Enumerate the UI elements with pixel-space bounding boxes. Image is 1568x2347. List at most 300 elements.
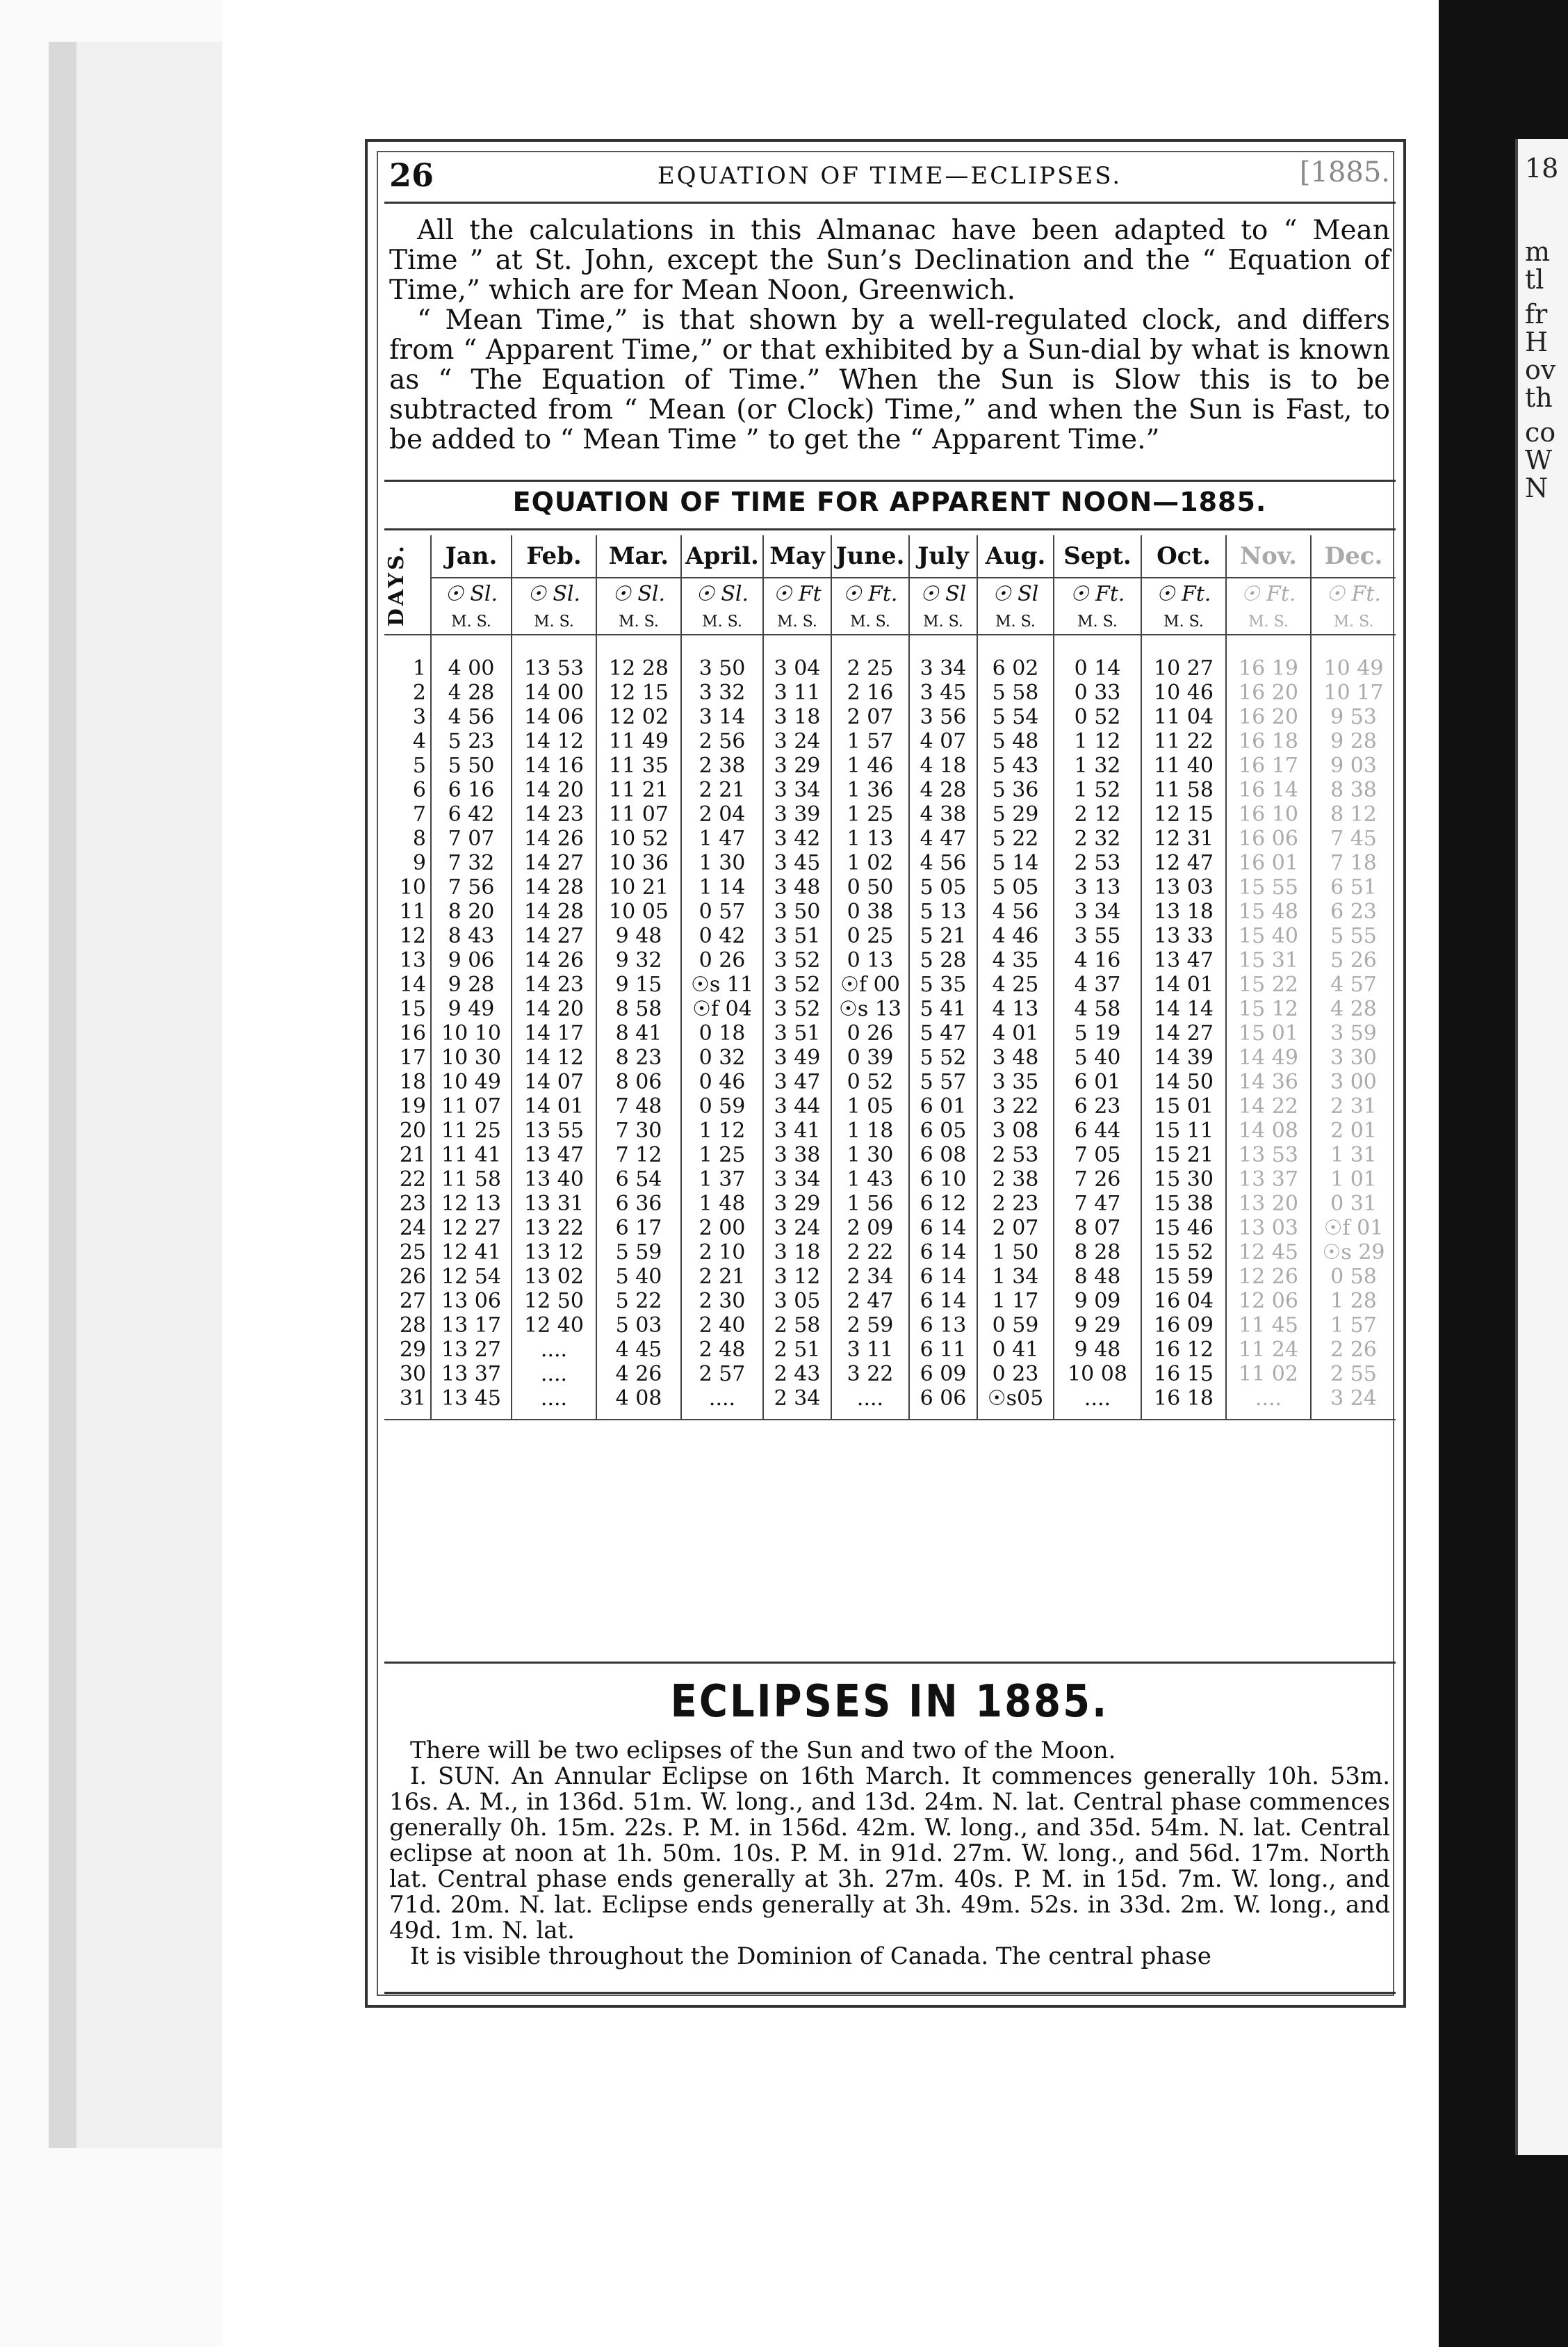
equation-value: 0 39 — [831, 1046, 909, 1070]
equation-value: 13 53 — [1226, 1143, 1311, 1167]
table-row — [384, 1338, 1396, 1362]
facing-page-text: co — [1525, 417, 1556, 448]
day-number: 4 — [412, 729, 426, 754]
facing-page-text: W — [1525, 445, 1553, 476]
header-rule — [384, 202, 1396, 204]
equation-value: 5 40 — [1054, 1046, 1141, 1070]
equation-value: 14 22 — [1226, 1094, 1311, 1119]
month-header: Aug. — [977, 535, 1054, 578]
equation-value: 5 03 — [596, 1313, 681, 1338]
table-row — [384, 1362, 1396, 1386]
table-row — [384, 1216, 1396, 1240]
day-number: 22 — [399, 1167, 426, 1192]
equation-value: 12 15 — [596, 681, 681, 705]
equation-value: 13 55 — [512, 1119, 596, 1143]
equation-value: 9 06 — [431, 948, 512, 973]
table-row — [384, 802, 1396, 827]
equation-value: .... — [1054, 1386, 1141, 1411]
intro-text — [389, 216, 1390, 455]
table-row — [384, 778, 1396, 802]
equation-value: 14 20 — [512, 778, 596, 802]
equation-value: 14 23 — [512, 973, 596, 997]
equation-value: 12 15 — [1141, 802, 1226, 827]
equation-value: 0 38 — [831, 900, 909, 924]
equation-value: 10 08 — [1054, 1362, 1141, 1386]
equation-value: 3 12 — [763, 1265, 831, 1289]
equation-value: 14 27 — [1141, 1021, 1226, 1046]
equation-value: 2 58 — [763, 1313, 831, 1338]
table-row — [384, 997, 1396, 1021]
equation-value: 3 45 — [763, 851, 831, 875]
equation-value: .... — [681, 1386, 763, 1411]
month-header: Nov. — [1226, 535, 1311, 578]
table-row — [384, 1021, 1396, 1046]
unit-header: M. S. — [1054, 609, 1141, 635]
equation-value: 14 06 — [512, 705, 596, 729]
sun-status-header: ☉ Sl. — [681, 578, 763, 609]
equation-value: 2 57 — [681, 1362, 763, 1386]
equation-value: 2 09 — [831, 1216, 909, 1240]
equation-value: 3 52 — [763, 973, 831, 997]
equation-value: 13 47 — [512, 1143, 596, 1167]
month-header: June. — [831, 535, 909, 578]
sun-status-header: ☉ Ft. — [1226, 578, 1311, 609]
table-row — [384, 656, 1396, 681]
day-number: 19 — [399, 1094, 426, 1119]
equation-value: 11 22 — [1141, 729, 1226, 754]
equation-value: 16 19 — [1226, 656, 1311, 681]
table-row — [384, 1094, 1396, 1119]
page-title: EQUATION OF TIME—ECLIPSES. — [657, 162, 1122, 190]
equation-value: 0 42 — [681, 924, 763, 948]
equation-value: 2 30 — [681, 1289, 763, 1313]
equation-value: 13 06 — [431, 1289, 512, 1313]
equation-value: 3 48 — [977, 1046, 1054, 1070]
table-row — [384, 754, 1396, 778]
table-row — [384, 705, 1396, 729]
equation-value: 1 31 — [1311, 1143, 1396, 1167]
equation-value: 8 07 — [1054, 1216, 1141, 1240]
equation-value: 4 25 — [977, 973, 1054, 997]
equation-value: 1 02 — [831, 851, 909, 875]
equation-value: 11 45 — [1226, 1313, 1311, 1338]
equation-value: 2 10 — [681, 1240, 763, 1265]
equation-value: 16 14 — [1226, 778, 1311, 802]
equation-value: 3 55 — [1054, 924, 1141, 948]
equation-value: 9 48 — [596, 924, 681, 948]
day-number: 12 — [399, 924, 426, 948]
equation-of-time-table — [384, 535, 1396, 1420]
equation-value: 10 05 — [596, 900, 681, 924]
equation-value: 3 50 — [763, 900, 831, 924]
equation-value: 11 24 — [1226, 1338, 1311, 1362]
equation-value: 3 04 — [763, 656, 831, 681]
equation-value: .... — [1226, 1386, 1311, 1411]
month-header: May — [763, 535, 831, 578]
equation-value: 3 24 — [763, 1216, 831, 1240]
equation-value: 4 47 — [909, 827, 977, 851]
table-row — [384, 973, 1396, 997]
equation-value: 14 07 — [512, 1070, 596, 1094]
equation-value: 1 30 — [681, 851, 763, 875]
equation-value: 7 12 — [596, 1143, 681, 1167]
equation-value: 11 35 — [596, 754, 681, 778]
equation-value: 12 27 — [431, 1216, 512, 1240]
equation-value: 6 11 — [909, 1338, 977, 1362]
equation-value: 10 52 — [596, 827, 681, 851]
equation-value: 15 11 — [1141, 1119, 1226, 1143]
equation-value: 1 28 — [1311, 1289, 1396, 1313]
sun-status-header: ☉ Ft. — [1054, 578, 1141, 609]
days-header: DAYS. — [384, 535, 431, 635]
table-row — [384, 900, 1396, 924]
unit-header: M. S. — [909, 609, 977, 635]
equation-value: 13 47 — [1141, 948, 1226, 973]
equation-value: 2 07 — [831, 705, 909, 729]
day-number: 2 — [412, 681, 426, 705]
equation-value: 8 12 — [1311, 802, 1396, 827]
equation-value: 1 56 — [831, 1192, 909, 1216]
equation-value: 14 01 — [512, 1094, 596, 1119]
equation-value: 10 27 — [1141, 656, 1226, 681]
equation-value: 4 16 — [1054, 948, 1141, 973]
equation-value: 8 28 — [1054, 1240, 1141, 1265]
month-header: Sept. — [1054, 535, 1141, 578]
equation-value: ☉s 29 — [1311, 1240, 1396, 1265]
equation-value: 5 19 — [1054, 1021, 1141, 1046]
equation-value: 1 13 — [831, 827, 909, 851]
equation-value: 3 48 — [763, 875, 831, 900]
equation-value: 2 43 — [763, 1362, 831, 1386]
equation-value: 9 15 — [596, 973, 681, 997]
equation-value: 0 57 — [681, 900, 763, 924]
equation-value: 1 30 — [831, 1143, 909, 1167]
equation-value: 4 28 — [1311, 997, 1396, 1021]
sun-status-header: ☉ Sl. — [596, 578, 681, 609]
equation-value: 6 08 — [909, 1143, 977, 1167]
equation-value: 2 21 — [681, 1265, 763, 1289]
equation-value: 1 46 — [831, 754, 909, 778]
equation-value: 9 32 — [596, 948, 681, 973]
equation-value: 5 05 — [909, 875, 977, 900]
day-number: 13 — [399, 948, 426, 973]
equation-value: 2 38 — [681, 754, 763, 778]
day-number: 27 — [399, 1289, 426, 1313]
facing-page-text: N — [1525, 473, 1549, 503]
equation-value: 2 59 — [831, 1313, 909, 1338]
equation-value: 5 57 — [909, 1070, 977, 1094]
equation-value: 3 00 — [1311, 1070, 1396, 1094]
equation-value: 0 32 — [681, 1046, 763, 1070]
equation-value: 6 17 — [596, 1216, 681, 1240]
equation-value: 14 39 — [1141, 1046, 1226, 1070]
sun-status-header: ☉ Ft. — [831, 578, 909, 609]
unit-header: M. S. — [596, 609, 681, 635]
table-row — [384, 729, 1396, 754]
equation-value: 6 36 — [596, 1192, 681, 1216]
equation-value: 3 32 — [681, 681, 763, 705]
equation-value: 4 46 — [977, 924, 1054, 948]
equation-value: 12 28 — [596, 656, 681, 681]
equation-value: 0 46 — [681, 1070, 763, 1094]
equation-value: ☉s05 — [977, 1386, 1054, 1411]
equation-value: 2 34 — [763, 1386, 831, 1411]
month-header: Jan. — [431, 535, 512, 578]
equation-value: 12 31 — [1141, 827, 1226, 851]
day-number: 24 — [399, 1216, 426, 1240]
equation-value: 5 22 — [596, 1289, 681, 1313]
equation-value: 15 30 — [1141, 1167, 1226, 1192]
equation-value: 8 43 — [431, 924, 512, 948]
table-row — [384, 1265, 1396, 1289]
equation-value: 3 11 — [831, 1338, 909, 1362]
sun-status-header: ☉ Ft. — [1311, 578, 1396, 609]
equation-value: 4 56 — [431, 705, 512, 729]
equation-value: 0 31 — [1311, 1192, 1396, 1216]
page-header — [389, 156, 1390, 198]
month-header: Dec. — [1311, 535, 1396, 578]
equation-value: 1 34 — [977, 1265, 1054, 1289]
equation-value: 3 51 — [763, 1021, 831, 1046]
equation-value: 7 45 — [1311, 827, 1396, 851]
month-header: July — [909, 535, 977, 578]
equation-value: 13 33 — [1141, 924, 1226, 948]
equation-value: 5 29 — [977, 802, 1054, 827]
equation-value: 3 52 — [763, 948, 831, 973]
equation-value: 9 28 — [431, 973, 512, 997]
equation-value: 3 34 — [763, 1167, 831, 1192]
equation-value: 12 50 — [512, 1289, 596, 1313]
day-number: 25 — [399, 1240, 426, 1265]
day-number: 29 — [399, 1338, 426, 1362]
day-number: 16 — [399, 1021, 426, 1046]
equation-value: 3 51 — [763, 924, 831, 948]
equation-value: 4 35 — [977, 948, 1054, 973]
equation-value: 11 40 — [1141, 754, 1226, 778]
equation-value: 3 41 — [763, 1119, 831, 1143]
equation-value: 3 47 — [763, 1070, 831, 1094]
equation-value: 2 23 — [977, 1192, 1054, 1216]
equation-value: 15 12 — [1226, 997, 1311, 1021]
equation-value: 8 06 — [596, 1070, 681, 1094]
equation-value: 0 50 — [831, 875, 909, 900]
equation-value: 2 21 — [681, 778, 763, 802]
equation-value: 13 18 — [1141, 900, 1226, 924]
equation-value: 1 05 — [831, 1094, 909, 1119]
unit-header: M. S. — [977, 609, 1054, 635]
unit-header: M. S. — [1311, 609, 1396, 635]
equation-value: 1 25 — [831, 802, 909, 827]
equation-value: 10 49 — [1311, 656, 1396, 681]
equation-value: 10 17 — [1311, 681, 1396, 705]
equation-value: 13 45 — [431, 1386, 512, 1411]
facing-page-text: tl — [1525, 264, 1544, 295]
equation-value: 16 04 — [1141, 1289, 1226, 1313]
equation-value: 13 31 — [512, 1192, 596, 1216]
equation-value: 14 14 — [1141, 997, 1226, 1021]
table-top-rule — [384, 480, 1396, 482]
intro-paragraph-2: “ Mean Time,” is that shown by a well-regulated clock, and differs from “ Apparent Time,” or that exhibited by a Sun-dial by what is known as “ The Equation of Time.” When the Sun is Slow this is to be subtracted from “ Mean (or Clock) Time,” and when the Sun is Fast, to be added to “ Mean Time ” to get the “ Apparent Time.” — [389, 304, 1390, 455]
equation-value: 4 01 — [977, 1021, 1054, 1046]
equation-value: ☉f 04 — [681, 997, 763, 1021]
day-number: 3 — [412, 705, 426, 729]
equation-value: 9 48 — [1054, 1338, 1141, 1362]
equation-value: 11 25 — [431, 1119, 512, 1143]
table-row — [384, 851, 1396, 875]
day-number: 20 — [399, 1119, 426, 1143]
equation-value: 4 18 — [909, 754, 977, 778]
table-row — [384, 1046, 1396, 1070]
equation-value: 3 05 — [763, 1289, 831, 1313]
equation-value: 16 17 — [1226, 754, 1311, 778]
equation-value: 1 18 — [831, 1119, 909, 1143]
equation-value: 14 36 — [1226, 1070, 1311, 1094]
equation-value: 1 36 — [831, 778, 909, 802]
equation-value: .... — [512, 1386, 596, 1411]
equation-value: 2 48 — [681, 1338, 763, 1362]
day-number: 14 — [399, 973, 426, 997]
unit-header: M. S. — [763, 609, 831, 635]
equation-value: 2 31 — [1311, 1094, 1396, 1119]
equation-value: 8 23 — [596, 1046, 681, 1070]
equation-value: 14 00 — [512, 681, 596, 705]
equation-value: ☉f 01 — [1311, 1216, 1396, 1240]
equation-value: 3 18 — [763, 1240, 831, 1265]
equation-value: 11 21 — [596, 778, 681, 802]
day-number: 9 — [412, 851, 426, 875]
equation-value: 3 39 — [763, 802, 831, 827]
equation-value: 1 17 — [977, 1289, 1054, 1313]
equation-value: 6 01 — [909, 1094, 977, 1119]
table-row — [384, 1192, 1396, 1216]
equation-value: 7 56 — [431, 875, 512, 900]
equation-value: 9 03 — [1311, 754, 1396, 778]
equation-value: 15 01 — [1226, 1021, 1311, 1046]
facing-page-fragment — [1515, 139, 1568, 2155]
equation-value: 6 01 — [1054, 1070, 1141, 1094]
equation-value: 16 20 — [1226, 681, 1311, 705]
table-row — [384, 875, 1396, 900]
bottom-rule — [384, 1992, 1396, 1994]
equation-value: 3 59 — [1311, 1021, 1396, 1046]
eclipses-paragraph-3: It is visible throughout the Dominion of Canada. The central phase — [410, 1942, 1211, 1970]
equation-value: 7 05 — [1054, 1143, 1141, 1167]
equation-value: 0 59 — [977, 1313, 1054, 1338]
equation-value: 16 15 — [1141, 1362, 1226, 1386]
equation-value: 15 52 — [1141, 1240, 1226, 1265]
equation-value: 0 26 — [831, 1021, 909, 1046]
equation-value: 13 40 — [512, 1167, 596, 1192]
equation-value: 10 36 — [596, 851, 681, 875]
equation-value: 3 24 — [1311, 1386, 1396, 1411]
equation-value: ☉s 11 — [681, 973, 763, 997]
equation-value: 2 38 — [977, 1167, 1054, 1192]
month-header: Feb. — [512, 535, 596, 578]
equation-value: 1 14 — [681, 875, 763, 900]
equation-value: 4 28 — [909, 778, 977, 802]
equation-value: 0 59 — [681, 1094, 763, 1119]
sun-status-header: ☉ Sl — [977, 578, 1054, 609]
day-number: 1 — [412, 656, 426, 681]
equation-value: 10 49 — [431, 1070, 512, 1094]
day-number: 23 — [399, 1192, 426, 1216]
equation-value: 7 07 — [431, 827, 512, 851]
equation-value: 1 52 — [1054, 778, 1141, 802]
equation-value: 15 21 — [1141, 1143, 1226, 1167]
equation-value: 1 37 — [681, 1167, 763, 1192]
equation-value: 2 16 — [831, 681, 909, 705]
equation-value: 2 53 — [1054, 851, 1141, 875]
unit-header: M. S. — [512, 609, 596, 635]
equation-value: 13 37 — [431, 1362, 512, 1386]
equation-value: 7 26 — [1054, 1167, 1141, 1192]
equation-value: 13 03 — [1226, 1216, 1311, 1240]
equation-value: 0 23 — [977, 1362, 1054, 1386]
sun-status-header: ☉ Sl — [909, 578, 977, 609]
equation-value: 15 59 — [1141, 1265, 1226, 1289]
equation-value: 3 24 — [763, 729, 831, 754]
equation-value: 5 26 — [1311, 948, 1396, 973]
day-number: 7 — [412, 802, 426, 827]
equation-value: 11 58 — [431, 1167, 512, 1192]
equation-value: 3 08 — [977, 1119, 1054, 1143]
equation-value: 0 41 — [977, 1338, 1054, 1362]
equation-value: 4 58 — [1054, 997, 1141, 1021]
equation-value: 3 52 — [763, 997, 831, 1021]
equation-value: 6 14 — [909, 1289, 977, 1313]
equation-value: 16 10 — [1226, 802, 1311, 827]
equation-value: 3 18 — [763, 705, 831, 729]
equation-value: 14 27 — [512, 851, 596, 875]
equation-value: 1 48 — [681, 1192, 763, 1216]
equation-value: 5 40 — [596, 1265, 681, 1289]
equation-value: 5 36 — [977, 778, 1054, 802]
facing-page-text: fr — [1525, 299, 1548, 330]
equation-value: 15 48 — [1226, 900, 1311, 924]
equation-value: 1 25 — [681, 1143, 763, 1167]
sun-status-header: ☉ Sl. — [431, 578, 512, 609]
equation-value: 2 32 — [1054, 827, 1141, 851]
equation-value: 6 14 — [909, 1240, 977, 1265]
day-number: 15 — [399, 997, 426, 1021]
equation-value: 3 30 — [1311, 1046, 1396, 1070]
equation-value: 14 20 — [512, 997, 596, 1021]
equation-value: 5 23 — [431, 729, 512, 754]
equation-value: 14 01 — [1141, 973, 1226, 997]
equation-value: 2 04 — [681, 802, 763, 827]
equation-value: 2 00 — [681, 1216, 763, 1240]
equation-value: 6 51 — [1311, 875, 1396, 900]
equation-value: 15 46 — [1141, 1216, 1226, 1240]
equation-value: 13 53 — [512, 656, 596, 681]
facing-page-text: 18 — [1525, 153, 1559, 184]
equation-value: 14 28 — [512, 900, 596, 924]
equation-value: 0 25 — [831, 924, 909, 948]
equation-value: 2 26 — [1311, 1338, 1396, 1362]
equation-value: 6 44 — [1054, 1119, 1141, 1143]
equation-value: 11 49 — [596, 729, 681, 754]
equation-value: 0 13 — [831, 948, 909, 973]
equation-value: 2 40 — [681, 1313, 763, 1338]
equation-value: 3 49 — [763, 1046, 831, 1070]
equation-value: .... — [512, 1362, 596, 1386]
equation-value: 5 35 — [909, 973, 977, 997]
month-header: Oct. — [1141, 535, 1226, 578]
equation-value: 0 26 — [681, 948, 763, 973]
equation-value: 8 48 — [1054, 1265, 1141, 1289]
day-number: 10 — [399, 875, 426, 900]
equation-value: 3 34 — [763, 778, 831, 802]
